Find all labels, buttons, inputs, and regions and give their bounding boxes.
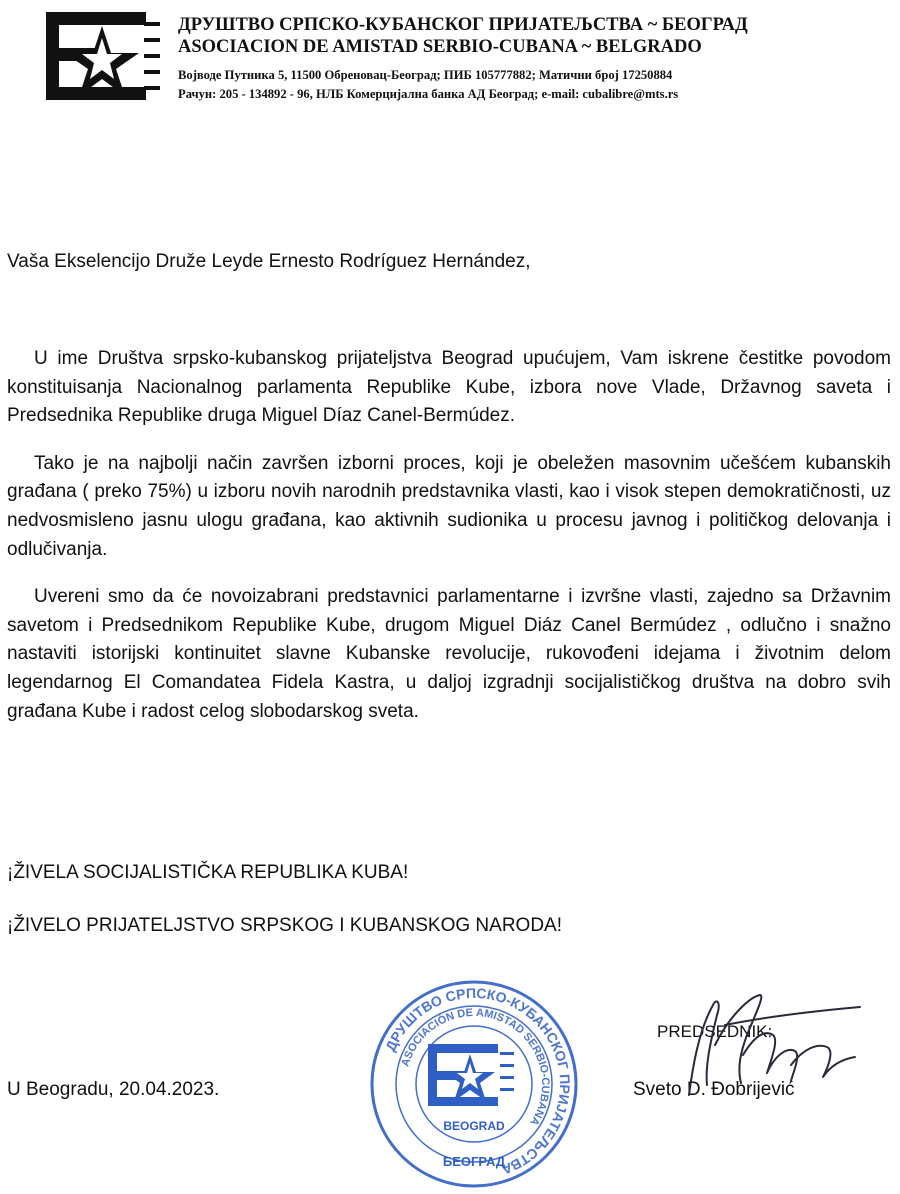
paragraph-continuity: Uvereni smo da će novoizabrani predstavnici parlamentarne i izvršne vlasti, zajedno sa Državnim savetom i Predsednikom Republike Kube, drugom Miguel Diáz Canel Bermúdez , odlučno i snažno nastaviti istorijski kontinuitet slavne Kubanske revolucije, rukovođeni idejama i životnim delom legendarnog El Comandatea Fidela Kastra, u daljoj izgradnji socijalističkog društva na dobro svih građana Kube i radost celog slobodarskog sveta.	[7, 586, 891, 722]
signature-title: PREDSEDNIK:	[657, 1022, 773, 1041]
handwritten-signature-icon	[655, 985, 865, 1110]
official-stamp-icon	[368, 978, 580, 1190]
svg-text:БЕОГРАД: БЕОГРАД	[442, 1154, 506, 1169]
svg-text:BEOGRAD: BEOGRAD	[443, 1119, 505, 1133]
svg-text:ASOCIACIÓN DE AMISTAD SERBIO-C: ASOCIACIÓN DE AMISTAD SERBIO-CUBANA	[399, 1006, 552, 1128]
place-date: U Beogradu, 20.04.2023.	[7, 1079, 220, 1100]
letterhead	[178, 14, 888, 104]
address-line: Војводе Путника 5, 11500 Обреновац-Београд; ПИБ 105777882; Матични број 17250884	[178, 68, 673, 82]
paragraph-election: Tako je na najbolji način završen izborni proces, koji je obeležen masovnim učešćem kubanskih građana ( preko 75%) u izboru novih narodnih predstavnika vlasti, kao i visok stepen demokratičnosti, uz nedvosmisleno jasnu ulogu građana, kao aktivnih sudionika u procesu javnog i političkog delovanja i odlučivanja.	[7, 452, 891, 560]
letter-body	[7, 345, 891, 745]
star-flag-logo-icon	[44, 8, 162, 104]
org-name-spanish: ASOCIACION DE AMISTAD SERBIO-CUBANA ~ BELGRADO	[178, 37, 702, 57]
slogan-friendship: ¡ŽIVELO PRIJATELJSTVO SRPSKOG I KUBANSKOG NARODA!	[7, 915, 562, 936]
org-name-serbian: ДРУШТВО СРПСКО-КУБАНСКОГ ПРИЈАТЕЉСТВА ~ БЕОГРАД	[178, 15, 748, 35]
salutation: Vaša Ekselencijo Druže Leyde Ernesto Rodríguez Hernández,	[7, 251, 531, 272]
account-line: Рачун: 205 - 134892 - 96, НЛБ Комерцијална банка АД Београд; e-mail: cubalibre@mts.rs	[178, 87, 679, 101]
slogan-republic: ¡ŽIVELA SOCIJALISTIČKA REPUBLIKA KUBA!	[7, 862, 409, 883]
signatory-name: Sveto D. Đobrijević	[633, 1079, 795, 1100]
paragraph-congratulations: U ime Društva srpsko-kubanskog prijateljstva Beograd upućujem, Vam iskrene čestitke povodom konstituisanja Nacionalnog parlamenta Republike Kube, izbora nove Vlade, Državnog saveta i Predsednika Republike druga Miguel Díaz Canel-Bermúdez.	[7, 348, 891, 427]
svg-text:ДРУШТВО СРПСКО-КУБАНСКОГ ПРИЈА: ДРУШТВО СРПСКО-КУБАНСКОГ ПРИЈАТЕЉСТВА	[382, 984, 574, 1179]
